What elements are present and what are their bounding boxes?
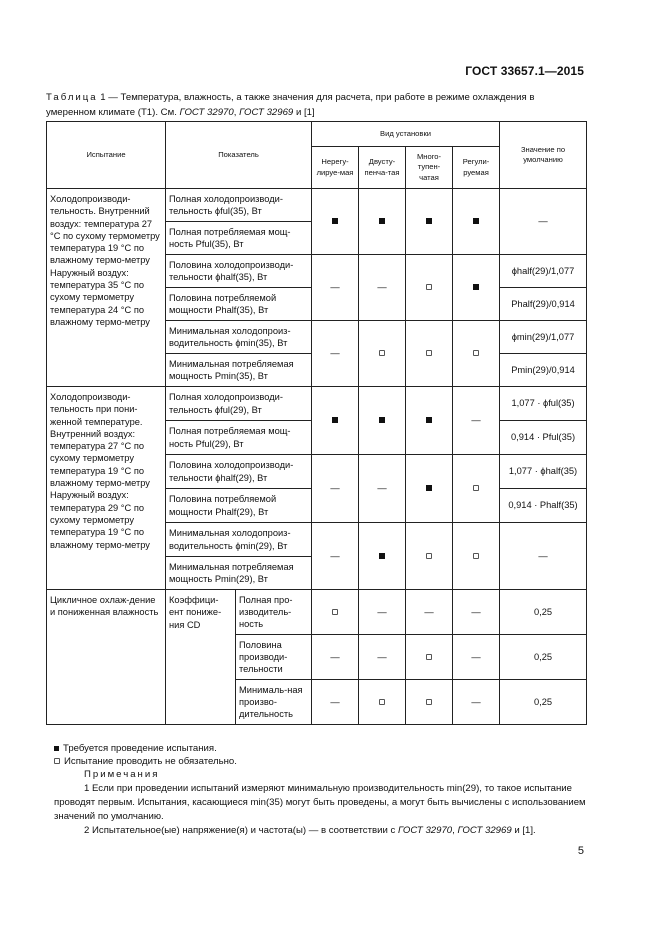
g2-r1: Полная холодопроизводи-тельность ϕful(29), Вт: [166, 387, 312, 421]
mark-required: [406, 387, 453, 455]
caption-sep: ,: [233, 107, 237, 118]
dash: —: [312, 680, 359, 725]
g3-r1: Полная про-изводитель-ность: [236, 590, 312, 635]
mark-optional: [406, 321, 453, 387]
table-caption: [46, 90, 586, 120]
g2-r3: Половина холодопроизводи-тельности ϕhalf(29), Вт: [166, 455, 312, 489]
caption-ref2: ГОСТ 32969: [239, 107, 294, 118]
note-2-end: и [1].: [514, 825, 536, 836]
g1-default-12: —: [500, 189, 587, 255]
g2-test: Холодопроизводи-тельность при пони-женной температуре. Внутренний воздух: температура 27 °С по сухому термометру температура 19 °С по влажному термо-метру Наружный воздух: температура 29 °С по сухому термометру температура 19 °С по влажному термо-метру: [47, 387, 166, 590]
dash: —: [359, 590, 406, 635]
g3-value-3: 0,25: [500, 680, 587, 725]
mark-optional: [406, 255, 453, 321]
mark-optional: [406, 680, 453, 725]
header-twostage: Двусту-пенча-тая: [359, 147, 406, 189]
g2-default-2: 0,914 · Pful(35): [500, 421, 587, 455]
note-2-ref1: ГОСТ 32970: [397, 825, 453, 836]
g1-r2: Полная потребляемая мощ-ность Pful(35), Вт: [166, 222, 312, 255]
g2-r2: Полная потребляемая мощ-ность Pful(29), Вт: [166, 421, 312, 455]
dash: —: [453, 590, 500, 635]
mark-required: [359, 523, 406, 590]
notes-title: Примечания: [84, 769, 160, 780]
g1-default-6: Pmin(29)/0,914: [500, 354, 587, 387]
header-test: Испытание: [47, 122, 166, 189]
mark-required: [453, 255, 500, 321]
g2-default-56: —: [500, 523, 587, 590]
filled-square-icon: [54, 746, 59, 751]
dash: —: [312, 255, 359, 321]
dash: —: [312, 321, 359, 387]
mark-optional: [453, 321, 500, 387]
header-nonreg: Нерегу-лируе-мая: [312, 147, 359, 189]
g3-value-1: 0,25: [500, 590, 587, 635]
header-install-type: Вид установки: [312, 122, 500, 147]
g1-r5: Минимальная холодопроиз-водительность ϕmin(35), Вт: [166, 321, 312, 354]
note-1: 1 Если при проведении испытаний измеряют минимальную производительность min(29), то такое испытание проводят первым. Испытания, касающиеся min(35) могут быть проведены, а могут быть вычислены с использованием значений по умолчанию.: [54, 783, 586, 822]
mark-optional: [406, 635, 453, 680]
mark-optional: [359, 321, 406, 387]
header-indicator: Показатель: [166, 122, 312, 189]
test-table: [46, 121, 587, 725]
g1-default-5: ϕmin(29)/1,077: [500, 321, 587, 354]
header-default: Значение по умолчанию: [500, 122, 587, 189]
dash: —: [359, 635, 406, 680]
header-regulated: Регули-руемая: [453, 147, 500, 189]
g3-test: Цикличное охлаж-дение и пониженная влажность: [47, 590, 166, 725]
dash: —: [453, 387, 500, 455]
dash: —: [406, 590, 453, 635]
note-2-text: 2 Испытательное(ые) напряжение(я) и частота(ы) — в соответствии с: [84, 825, 396, 836]
g1-r1: Полная холодопроизводи-тельность ϕful(35), Вт: [166, 189, 312, 222]
mark-required: [312, 189, 359, 255]
mark-required: [453, 189, 500, 255]
g3-value-2: 0,25: [500, 635, 587, 680]
note-2-ref2: ГОСТ 32969: [457, 825, 512, 836]
dash: —: [312, 455, 359, 523]
mark-required: [359, 189, 406, 255]
legend: [54, 742, 237, 768]
caption-text-b: и [1]: [295, 107, 315, 118]
dash: —: [453, 680, 500, 725]
mark-required: [312, 387, 359, 455]
mark-optional: [453, 455, 500, 523]
mark-optional: [406, 523, 453, 590]
g1-default-3: ϕhalf(29)/1,077: [500, 255, 587, 288]
page-number: 5: [577, 845, 584, 857]
dash: —: [312, 523, 359, 590]
caption-ref1: ГОСТ 32970: [179, 107, 234, 118]
g1-r4: Половина потребляемой мощности Phalf(35), Вт: [166, 288, 312, 321]
mark-required: [406, 189, 453, 255]
dash: —: [359, 255, 406, 321]
document-header: ГОСТ 33657.1—2015: [465, 64, 584, 78]
header-multistage: Много-тупен-чатая: [406, 147, 453, 189]
g2-default-4: 0,914 · Phalf(35): [500, 489, 587, 523]
g2-r4: Половина потребляемой мощности Phalf(29), Вт: [166, 489, 312, 523]
mark-required: [359, 387, 406, 455]
g1-default-4: Phalf(29)/0,914: [500, 288, 587, 321]
mark-required: [406, 455, 453, 523]
g2-r6: Минимальная потребляемая мощность Pmin(29), Вт: [166, 557, 312, 590]
g3-r2: Половина производи-тельности: [236, 635, 312, 680]
mark-optional: [453, 523, 500, 590]
g1-r6: Минимальная потребляемая мощность Pmin(35), Вт: [166, 354, 312, 387]
dash: —: [312, 635, 359, 680]
g1-r3: Половина холодопроизводи-тельности ϕhalf(35), Вт: [166, 255, 312, 288]
dash: —: [359, 455, 406, 523]
legend-required-text: Требуется проведение испытания.: [63, 743, 217, 754]
g2-default-1: 1,077 · ϕful(35): [500, 387, 587, 421]
dash: —: [453, 635, 500, 680]
hollow-square-icon: [54, 758, 60, 764]
note-2: 2 Испытательное(ые) напряжение(я) и частота(ы) — в соответствии с ГОСТ 32970, ГОСТ 32969 и [1].: [84, 825, 536, 836]
mark-optional: [359, 680, 406, 725]
g3-r3: Минималь-ная произво-дительность: [236, 680, 312, 725]
g2-default-3: 1,077 · ϕhalf(35): [500, 455, 587, 489]
g3-coef: Коэффици-ент пониже-ния CD: [166, 590, 236, 725]
mark-optional: [312, 590, 359, 635]
notes: [54, 768, 586, 838]
legend-optional: [54, 755, 237, 768]
caption-text-a: 1 — Температура, влажность, а также значения для расчета, при работе в режиме охлаждения в умеренном климате (Т1). См.: [46, 92, 535, 118]
g1-test: Холодопроизводи-тельность. Внутренний воздух: температура 27 °С по сухому термометру температура 19 °С по влажному термо-метру Наружный воздух: температура 35 °С по сухому термометру температура 24 °С по влажному термо-метру: [47, 189, 166, 387]
caption-label: Таблица: [46, 92, 98, 103]
legend-optional-text: Испытание проводить не обязательно.: [64, 756, 237, 767]
legend-required: [54, 742, 237, 755]
g2-r5: Минимальная холодопроиз-водительность ϕmin(29), Вт: [166, 523, 312, 557]
